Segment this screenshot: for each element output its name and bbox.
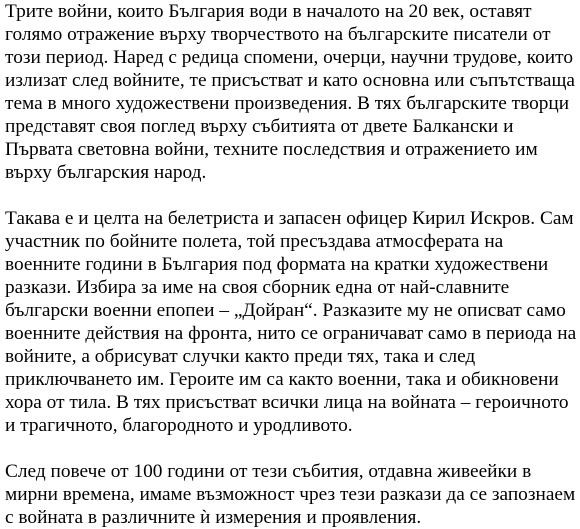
text-line: разкази. Избира за име на своя сборник една от най-славните bbox=[5, 277, 510, 298]
text-line: Трите войни, които България води в началото на 20 век, оставят bbox=[5, 1, 532, 22]
text-line: български военни епопеи – „Дойран“. Разказите му не описват само bbox=[5, 300, 566, 321]
paragraph-1 bbox=[5, 0, 580, 184]
text-line: с войната в различните ѝ измерения и проявления. bbox=[5, 507, 422, 528]
text-line: приключването им. Героите им са както военни, така и обикновени bbox=[5, 369, 559, 390]
text-line: След повече от 100 години от тези събития, отдавна живеейки в bbox=[5, 461, 532, 482]
paragraph-2 bbox=[5, 207, 580, 437]
text-line: представят своя поглед върху събитията от двете Балкански и bbox=[5, 116, 514, 137]
text-line: този период. Наред с редица спомени, очерци, научни трудове, които bbox=[5, 47, 573, 68]
text-line: войните, а обрисуват случки както преди тях, така и след bbox=[5, 346, 476, 367]
paragraph-spacer bbox=[5, 184, 580, 207]
paragraph-3 bbox=[5, 460, 580, 529]
text-line: участник по бойните полета, той пресъздава атмосферата на bbox=[5, 231, 504, 252]
text-line: и трагичното, благородното и уродливото. bbox=[5, 415, 353, 436]
text-line: излизат след войните, те присъстват и като основна или съпътстваща bbox=[5, 70, 575, 91]
text-line: тема в много художествени произведения. В тях българските творци bbox=[5, 93, 570, 114]
text-line: върху българския народ. bbox=[5, 162, 207, 183]
paragraph-spacer bbox=[5, 437, 580, 460]
document-page bbox=[5, 0, 580, 529]
text-line: голямо отражение върху творчеството на българските писатели от bbox=[5, 24, 551, 45]
text-line: хора от тила. В тях присъстват всички лица на войната – героичното bbox=[5, 392, 569, 413]
text-line: военните действия на фронта, нито се ограничават само в периода на bbox=[5, 323, 577, 344]
text-line: военните години в България под формата на кратки художествени bbox=[5, 254, 549, 275]
text-line: Първата световна войни, техните последствия и отражението им bbox=[5, 139, 538, 160]
text-line: Такава е и целта на белетриста и запасен офицер Кирил Искров. Сам bbox=[5, 208, 574, 229]
text-line: мирни времена, имаме възможност чрез тези разкази да се запознаем bbox=[5, 484, 576, 505]
